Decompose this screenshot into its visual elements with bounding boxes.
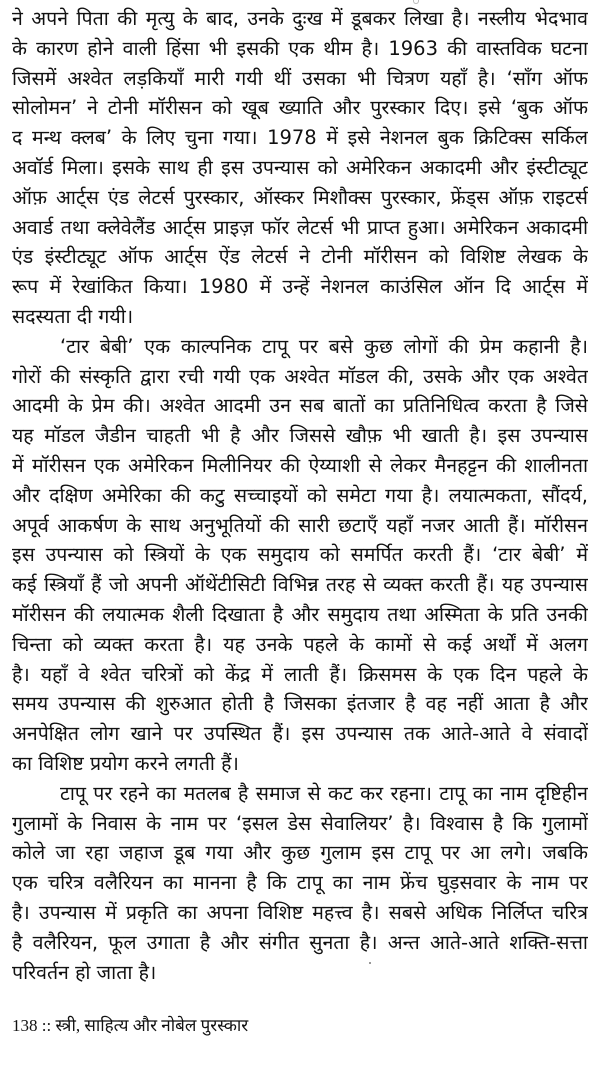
text-line: गोरों की संस्कृति द्वारा रची गयी एक अश्वेत मॉडल की, उसके और एक अश्वेत [12,364,588,388]
text-line: जिसमें अश्वेत लड़कियाँ मारी गयी थीं उसका भी चित्रण यहाँ है। ‘साँग ऑफ [12,66,588,90]
text-line: एंड इंस्टीट्यूट ऑफ आर्ट्स ऐंड लेटर्स ने टोनी मॉरीसन को विशिष्ट लेखक के [12,245,588,269]
text-line: ने अपने पिता की मृत्यु के बाद, उनके दुःख में डूबकर लिखा है। नस्लीय भेदभाव [12,7,588,30]
paragraph [12,779,588,988]
text-line: सोलोमन’ ने टोनी मॉरीसन को खूब ख्याति और पुरस्कार दिए। इसे ‘बुक ऑफ [12,96,588,120]
text-line: आदमी के प्रेम की। अश्वेत आदमी उन सब बातों का प्रतिनिधित्व करता है जिसे [12,394,588,418]
text-line: द मन्थ क्लब’ के लिए चुना गया। 1978 में इसे नेशनल बुक क्रिटिक्स सर्किल [12,126,588,150]
text-line: मॉरीसन की लयात्मक शैली दिखाता है और समुदाय तथा अस्मिता के प्रति उनकी [12,602,588,626]
text-line: है। यहाँ वे श्वेत चरित्रों को केंद्र में लाती हैं। क्रिसमस के एक दिन पहले के [12,662,588,686]
text-line: के कारण होने वाली हिंसा भी इसकी एक थीम है। 1963 की वास्तविक घटना [12,36,588,60]
print-speck [369,962,371,964]
text-line: गुलामों के निवास के नाम पर ‘इसल डेस सेवालियर’ है। विश्वास है कि गुलामों [12,811,588,835]
text-line: अवार्ड तथा क्लेवेलैंड आर्ट्स प्राइज़ फॉर लेटर्स भी प्राप्त हुआ। अमेरिकन अकादमी [12,215,588,239]
text-line: अपूर्व आकर्षण के साथ अनुभूतियों की सारी छटाएँ यहाँ नजर आती हैं। मॉरीसन [12,513,588,537]
text-line: इस उपन्यास को स्त्रियों के एक समुदाय को समर्पित करती हैं। ‘टार बेबी’ में [12,543,588,567]
text-line: रूप में रेखांकित किया। 1980 में उन्हें नेशनल काउंसिल ऑन दि आर्ट्स में [12,275,588,299]
text-line: ऑफ़ आर्ट्स एंड लेटर्स पुरस्कार, ऑस्कर मिशौक्स पुरस्कार, फ्रेंड्स ऑफ़ राइटर्स [12,185,588,209]
text-line: सदस्यता दी गयी। [12,304,134,328]
text-line: एक चरित्र वलैरियन का मानना है कि टापू का नाम फ्रेंच घुड़सवार के नाम पर [12,871,588,895]
text-line: का विशिष्ट प्रयोग करने लगती हैं। [12,751,239,775]
text-line: कोले जा रहा जहाज डूब गया और कुछ गुलाम इस टापू पर आ लगे। जबकि [12,841,588,865]
text-line: है। उपन्यास में प्रकृति का अपना विशिष्ट महत्त्व है। सबसे अधिक निर्लिप्त चरित्र [12,900,588,924]
paragraph [12,332,588,779]
text-line: समय उपन्यास की शुरुआत होती है जिसका इंतजार है वह नहीं आता है और [12,692,588,716]
text-line: टापू पर रहने का मतलब है समाज से कट कर रहना। टापू का नाम दृष्टिहीन [60,781,588,805]
text-line: अवॉर्ड मिला। इसके साथ ही इस उपन्यास को अमेरिकन अकादमी और इंस्टीट्यूट [12,155,588,179]
text-line: चिन्ता को व्यक्त करता है। यह उनके पहले के कामों से कई अर्थों में अलग [12,632,588,656]
text-line: कई स्त्रियाँ हैं जो अपनी ऑथेंटीसिटी विभिन्न तरह से व्यक्त करती हैं। यह उपन्यास [12,573,588,597]
page-footer: 138 :: स्त्री, साहित्य और नोबेल पुरस्कार [12,1016,249,1035]
text-line: ‘टार बेबी’ एक काल्पनिक टापू पर बसे कुछ लोगों की प्रेम कहानी है। [60,334,588,358]
text-line: में मॉरीसन एक अमेरिकन मिलीनियर की ऐय्याशी से लेकर मैनहट्टन की शालीनता [12,453,588,477]
document-body [12,4,588,987]
text-line: और दक्षिण अमेरिका की कटु सच्चाइयों को समेटा गया है। लयात्मकता, सौंदर्य, [12,483,588,507]
paragraph [12,4,588,332]
text-line: है वलैरियन, फूल उगाता है और संगीत सुनता है। अन्त आते-आते शक्ति-सत्ता [12,930,588,954]
text-line: यह मॉडल जैडीन चाहती भी है और जिससे खौफ़ भी खाती है। इस उपन्यास [12,424,588,448]
text-line: परिवर्तन हो जाता है। [12,960,157,984]
text-line: अनपेक्षित लोग खाने पर उपस्थित हैं। इस उपन्यास तक आते-आते वे संवादों [12,722,588,746]
